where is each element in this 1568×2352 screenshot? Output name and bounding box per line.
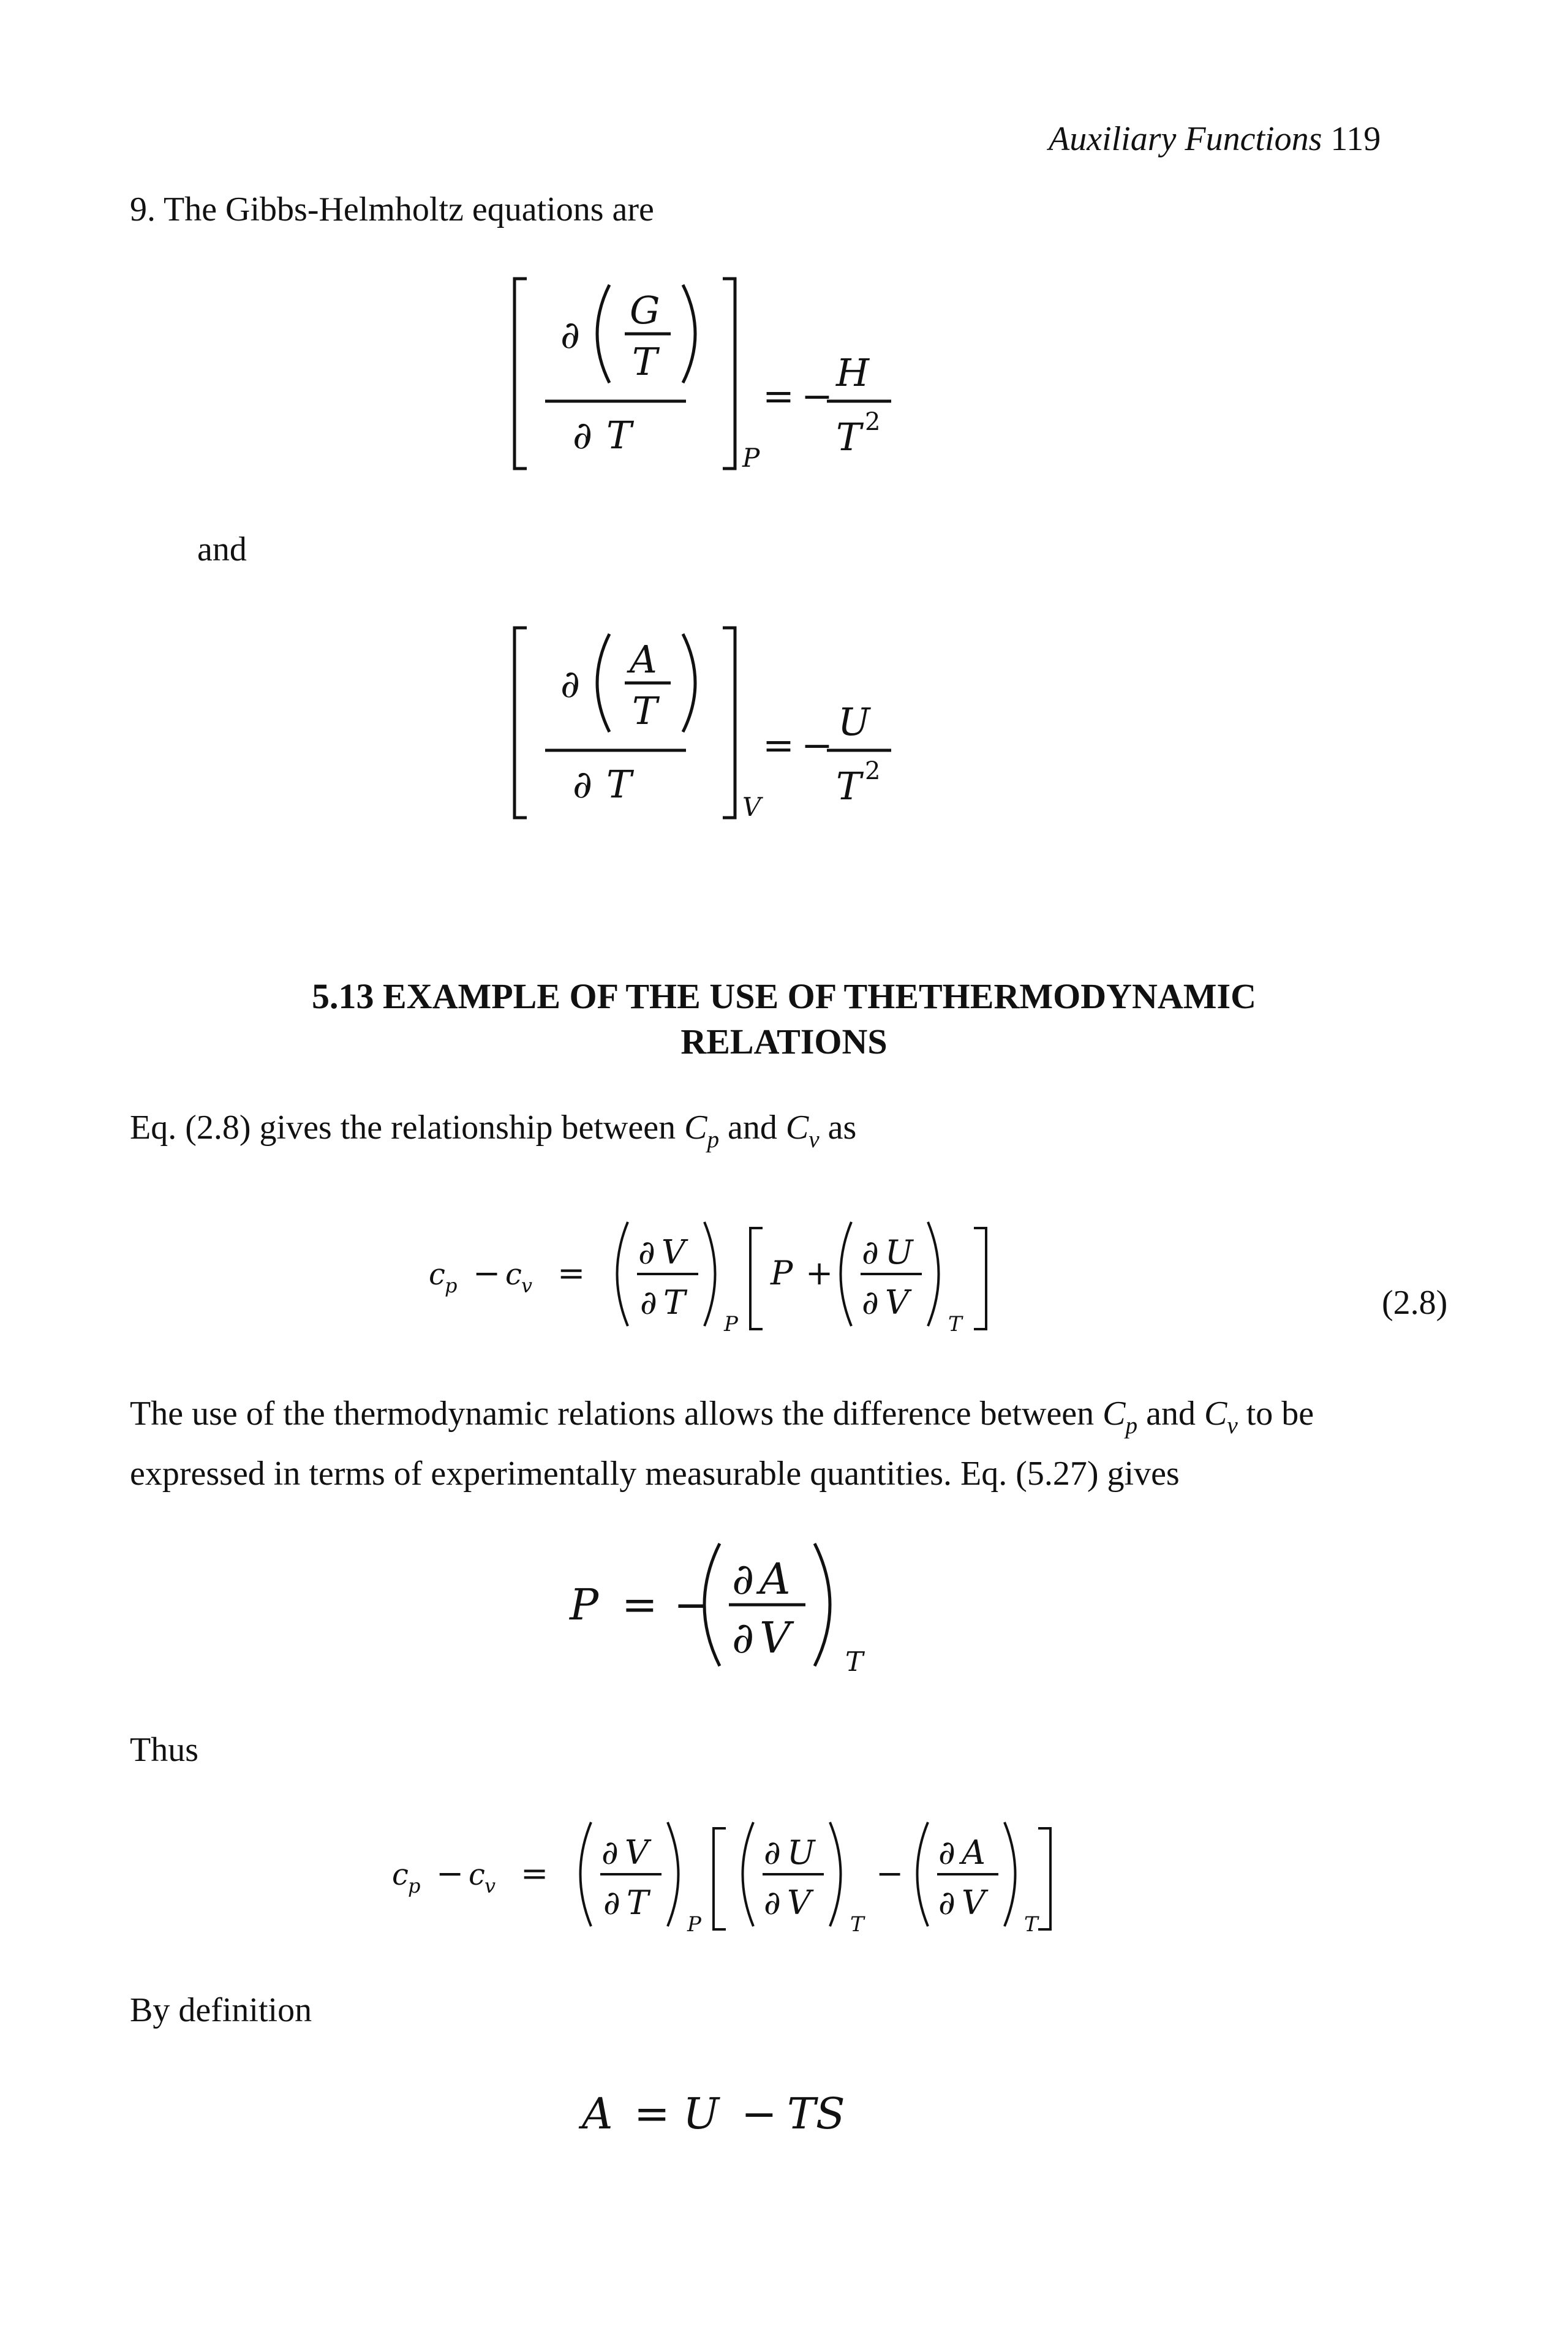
svg-text:T: T (606, 413, 632, 458)
item-9-intro: 9. The Gibbs-Helmholtz equations are (130, 190, 654, 228)
svg-text:G: G (630, 288, 660, 333)
svg-text:P: P (771, 1254, 793, 1292)
svg-text:c: c (469, 1858, 485, 1892)
equation-helmholtz-definition (576, 2076, 894, 2150)
text-run: to be (1237, 1395, 1314, 1433)
svg-text:=: = (763, 723, 794, 767)
svg-text:∂: ∂ (938, 1883, 956, 1922)
svg-text:T: T (845, 1646, 864, 1678)
svg-text:V: V (962, 1883, 986, 1922)
gibbs-helmholtz-equation-a (502, 619, 931, 827)
svg-text:−: − (801, 374, 833, 418)
paragraph-line-2: expressed in terms of experimentally measurable quantities. Eq. (5.27) gives (130, 1455, 1180, 1493)
svg-text:TS: TS (787, 2089, 845, 2139)
svg-text:∂: ∂ (732, 1613, 755, 1663)
text-run: The use of the thermodynamic relations allows the difference between (130, 1395, 1103, 1433)
label-thus: Thus (130, 1731, 198, 1769)
svg-text:T: T (948, 1312, 962, 1336)
svg-text:−: − (801, 723, 833, 767)
equation-2-8 (423, 1210, 1011, 1338)
svg-text:p: p (408, 1874, 421, 1898)
svg-text:−: − (741, 2089, 777, 2139)
paragraph-difference (130, 1385, 1314, 1502)
subscript-v: v (809, 1126, 820, 1153)
svg-text:V: V (787, 1883, 811, 1922)
subscript-p: p (707, 1126, 720, 1153)
svg-text:∂: ∂ (601, 1833, 619, 1872)
svg-text:U: U (838, 699, 870, 744)
section-heading-line1: 5.13 EXAMPLE OF THE USE OF THETHERMODYNAMIC (312, 976, 1256, 1016)
page-number: 119 (1330, 120, 1381, 158)
svg-text:T: T (836, 764, 862, 809)
svg-text:v: v (521, 1274, 533, 1297)
svg-text:P: P (570, 1580, 599, 1630)
svg-text:∂: ∂ (862, 1233, 879, 1272)
svg-text:V: V (760, 1613, 791, 1663)
svg-text:U: U (683, 2089, 719, 2139)
svg-text:−: − (674, 1580, 710, 1630)
svg-text:∂: ∂ (638, 1233, 655, 1272)
svg-text:V: V (885, 1283, 909, 1322)
paragraph-cp-cv-relationship (130, 1099, 856, 1159)
symbol-cv: C (1204, 1395, 1227, 1433)
paragraph-line-1 (130, 1385, 1314, 1446)
running-title: Auxiliary Functions (1049, 120, 1322, 158)
svg-text:U: U (885, 1233, 913, 1272)
svg-text:V: V (625, 1833, 649, 1872)
svg-text:∂: ∂ (764, 1833, 781, 1872)
svg-text:=: = (521, 1854, 549, 1893)
equation-cp-cv-helmholtz (386, 1810, 1060, 1939)
svg-text:c: c (392, 1858, 409, 1892)
text-run: and (1137, 1395, 1204, 1433)
svg-text:A: A (582, 2089, 613, 2139)
svg-text:T: T (1024, 1912, 1038, 1937)
symbol-cp: C (1102, 1395, 1126, 1433)
svg-text:T: T (606, 762, 632, 807)
svg-text:U: U (787, 1833, 815, 1872)
svg-text:V: V (742, 792, 761, 822)
svg-text:−: − (876, 1854, 904, 1893)
svg-text:∂: ∂ (640, 1283, 657, 1322)
svg-text:A: A (962, 1833, 986, 1872)
svg-text:c: c (505, 1257, 522, 1292)
svg-text:∂: ∂ (862, 1283, 879, 1322)
gibbs-helmholtz-equation-g (502, 270, 931, 478)
text-run: and (719, 1109, 786, 1147)
svg-text:P: P (742, 443, 760, 473)
svg-text:v: v (484, 1874, 496, 1898)
svg-text:p: p (445, 1274, 458, 1297)
section-heading (0, 974, 1568, 1065)
svg-text:c: c (429, 1257, 445, 1292)
svg-text:∂: ∂ (732, 1554, 755, 1604)
svg-text:T: T (850, 1912, 864, 1937)
symbol-cv: C (785, 1109, 809, 1147)
svg-text:V: V (662, 1233, 685, 1272)
symbol-cp: C (684, 1109, 707, 1147)
svg-text:P: P (724, 1312, 738, 1336)
svg-text:−: − (473, 1254, 501, 1292)
svg-text:2: 2 (865, 408, 881, 436)
svg-text:T: T (627, 1883, 649, 1922)
text-run: Eq. (2.8) gives the relationship between (130, 1109, 685, 1147)
connector-and: and (197, 530, 247, 568)
text-run: as (819, 1109, 857, 1147)
running-header (1049, 116, 1381, 163)
svg-text:T: T (632, 688, 658, 733)
svg-text:−: − (436, 1854, 464, 1893)
svg-text:=: = (622, 1580, 658, 1630)
svg-text:=: = (557, 1254, 586, 1292)
svg-text:H: H (836, 350, 870, 395)
svg-text:∂: ∂ (560, 662, 581, 706)
svg-text:T: T (663, 1283, 686, 1322)
label-by-definition: By definition (130, 1991, 312, 2029)
svg-text:T: T (836, 415, 862, 459)
svg-text:∂: ∂ (764, 1883, 781, 1922)
equation-number-2-8: (2.8) (1382, 1284, 1448, 1322)
svg-text:∂: ∂ (573, 762, 593, 807)
subscript-p: p (1125, 1412, 1138, 1439)
svg-text:=: = (634, 2089, 670, 2139)
svg-text:∂: ∂ (938, 1833, 956, 1872)
section-heading-line2: RELATIONS (680, 1022, 888, 1061)
svg-text:=: = (763, 374, 794, 418)
svg-text:P: P (687, 1912, 701, 1937)
svg-text:2: 2 (865, 757, 881, 785)
svg-text:+: + (805, 1254, 834, 1292)
svg-text:A: A (760, 1554, 791, 1604)
subscript-v: v (1227, 1412, 1238, 1439)
equation-pressure (557, 1537, 900, 1678)
svg-text:∂: ∂ (603, 1883, 620, 1922)
svg-text:A: A (630, 637, 657, 682)
svg-text:T: T (632, 339, 658, 384)
svg-text:∂: ∂ (573, 413, 593, 458)
svg-text:∂: ∂ (560, 312, 581, 357)
